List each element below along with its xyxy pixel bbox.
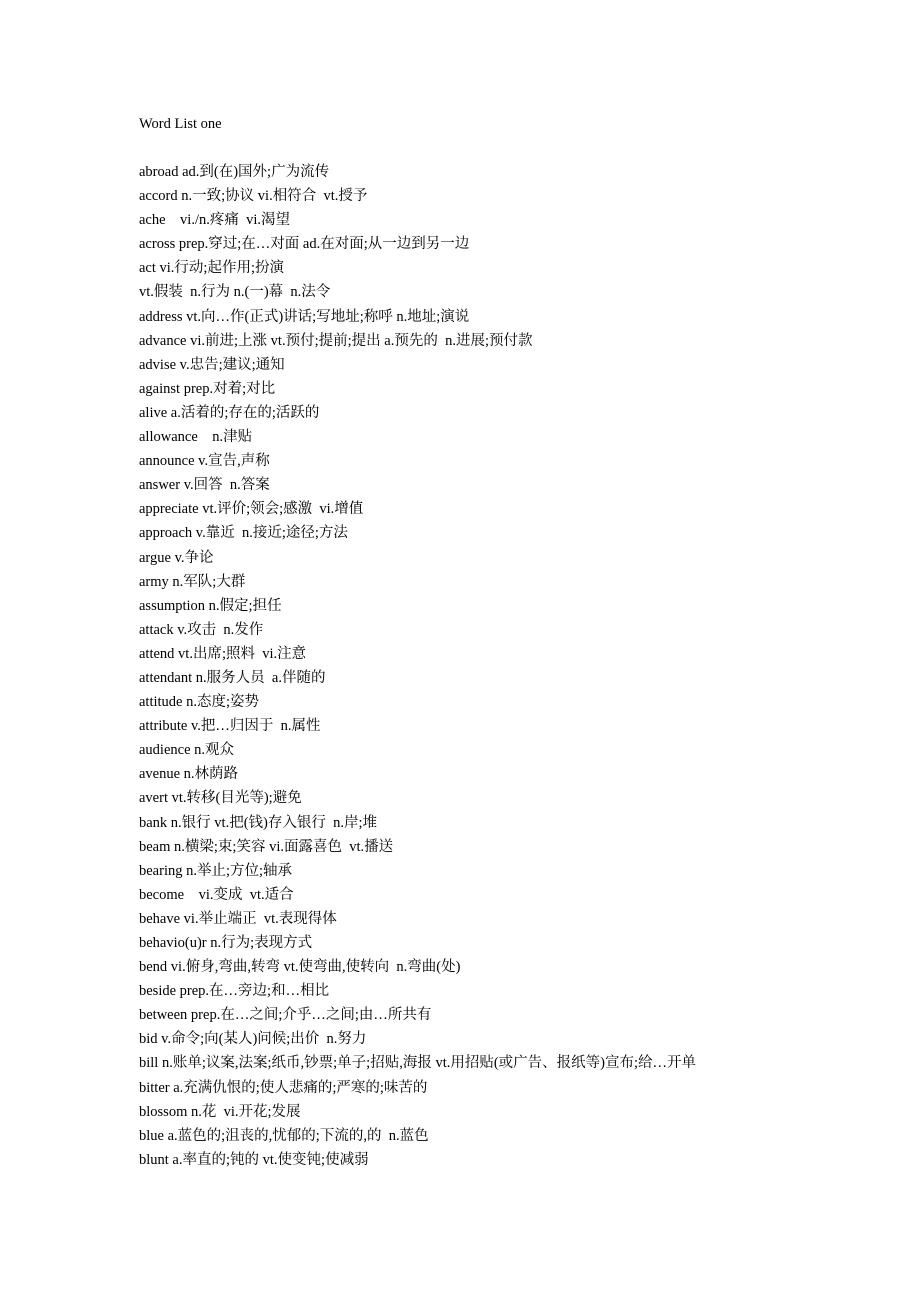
word-entry: bank n.银行 vt.把(钱)存入银行 n.岸;堆: [139, 814, 378, 831]
word-entry: act vi.行动;起作用;扮演: [139, 260, 284, 277]
word-entry: address vt.向…作(正式)讲话;写地址;称呼 n.地址;演说: [139, 308, 470, 325]
word-entry: blunt a.率直的;钝的 vt.使变钝;使减弱: [139, 1151, 369, 1168]
word-entry: blue a.蓝色的;沮丧的,忧郁的;下流的,的 n.蓝色: [139, 1127, 429, 1144]
word-entry: attack v.攻击 n.发作: [139, 621, 264, 638]
word-entry: answer v.回答 n.答案: [139, 477, 270, 494]
word-entry: vt.假装 n.行为 n.(一)幕 n.法令: [139, 284, 331, 301]
word-entry: attendant n.服务人员 a.伴随的: [139, 669, 326, 686]
word-entry: allowance n.津贴: [139, 429, 253, 446]
word-entry: bend vi.俯身,弯曲,转弯 vt.使弯曲,使转向 n.弯曲(处): [139, 959, 461, 976]
word-entry: bid v.命令;向(某人)问候;出价 n.努力: [139, 1031, 367, 1048]
word-entry: across prep.穿过;在…对面 ad.在对面;从一边到另一边: [139, 236, 470, 253]
word-entry: beam n.横梁;束;笑容 vi.面露喜色 vt.播送: [139, 838, 394, 855]
word-entry: advise v.忠告;建议;通知: [139, 356, 285, 373]
word-entry: bitter a.充满仇恨的;使人悲痛的;严寒的;味苦的: [139, 1079, 428, 1096]
word-entry: assumption n.假定;担任: [139, 597, 282, 614]
word-entry: advance vi.前进;上涨 vt.预付;提前;提出 a.预先的 n.进展;预付款: [139, 332, 533, 349]
word-entry: attitude n.态度;姿势: [139, 694, 260, 711]
word-entry: bearing n.举止;方位;轴承: [139, 862, 293, 879]
word-list: [139, 160, 696, 1172]
word-entry: avert vt.转移(目光等);避免: [139, 790, 302, 807]
word-entry: alive a.活着的;存在的;活跃的: [139, 404, 320, 421]
word-entry: between prep.在…之间;介乎…之间;由…所共有: [139, 1007, 432, 1024]
word-entry: abroad ad.到(在)国外;广为流传: [139, 164, 330, 180]
word-entry: argue v.争论: [139, 549, 214, 566]
word-entry: become vi.变成 vt.适合: [139, 886, 294, 903]
word-entry: attribute v.把…归因于 n.属性: [139, 718, 321, 735]
word-entry: ache vi./n.疼痛 vi.渴望: [139, 212, 291, 229]
word-entry: behavio(u)r n.行为;表现方式: [139, 935, 313, 951]
word-entry: behave vi.举止端正 vt.表现得体: [139, 910, 337, 927]
word-entry: bill n.账单;议案,法案;纸币,钞票;单子;招贴,海报 vt.用招贴(或广告、报纸等)宣布;给…开单: [139, 1055, 697, 1072]
word-entry: army n.军队;大群: [139, 573, 246, 590]
word-entry: appreciate vt.评价;领会;感激 vi.增值: [139, 501, 364, 518]
word-entry: announce v.宣告,声称: [139, 453, 270, 470]
word-entry: approach v.靠近 n.接近;途径;方法: [139, 525, 348, 542]
word-entry: attend vt.出席;照料 vi.注意: [139, 645, 307, 662]
word-entry: beside prep.在…旁边;和…相比: [139, 983, 330, 1000]
word-entry: against prep.对着;对比: [139, 380, 276, 397]
word-entry: accord n.一致;协议 vi.相符合 vt.授予: [139, 188, 368, 205]
word-entry: blossom n.花 vi.开花;发展: [139, 1103, 301, 1120]
document-title: Word List one: [139, 116, 222, 132]
word-entry: avenue n.林荫路: [139, 766, 239, 783]
word-entry: audience n.观众: [139, 742, 235, 759]
